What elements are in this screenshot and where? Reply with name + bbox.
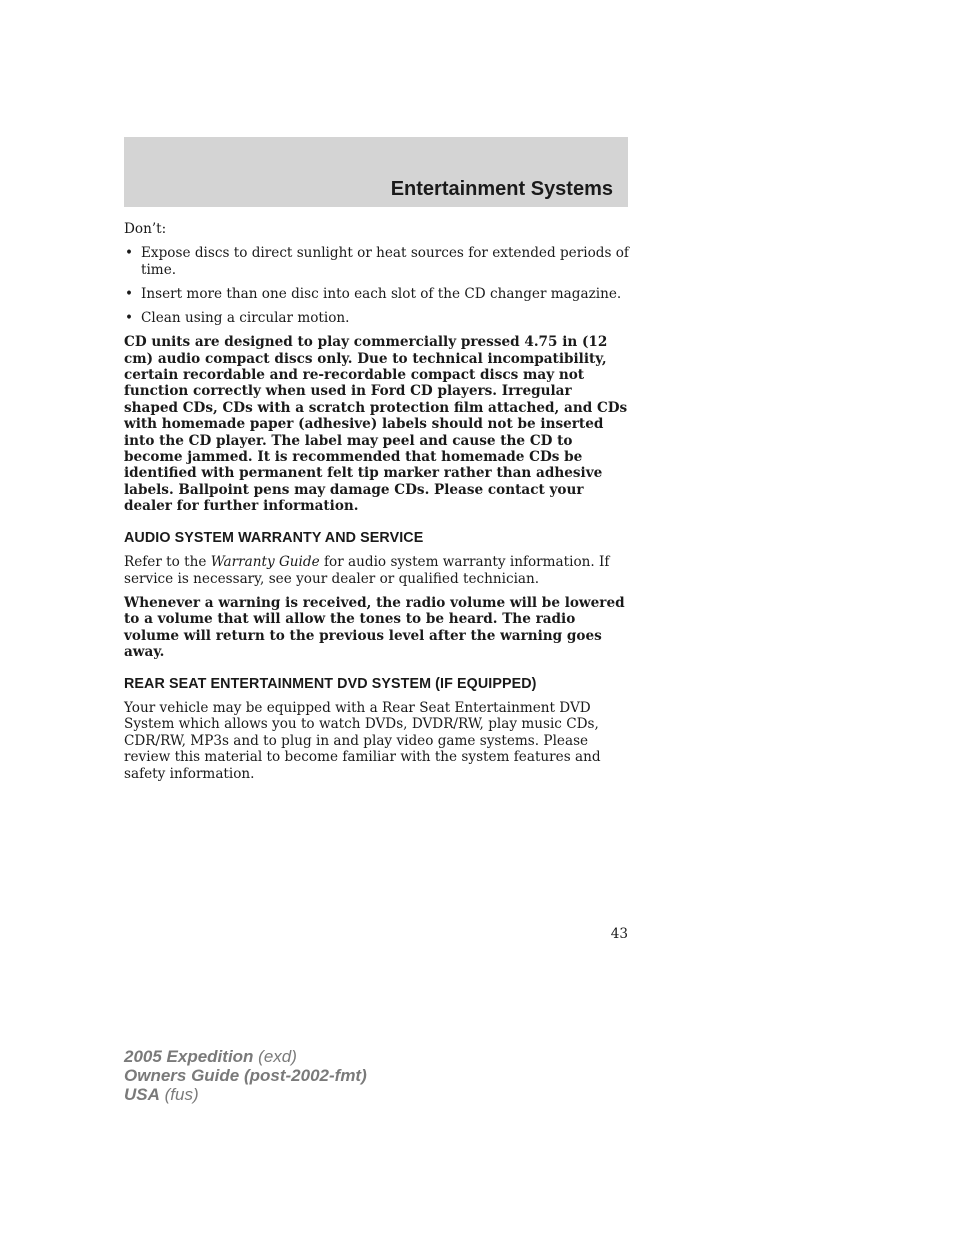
footer-line-2 bbox=[124, 1066, 367, 1085]
list-item bbox=[124, 245, 630, 278]
dont-list bbox=[124, 245, 630, 326]
bullet-icon: • bbox=[125, 285, 134, 302]
rse-paragraph: Your vehicle may be equipped with a Rear Seat Entertainment DVD System which allows you to watch DVDs, DVDR/RW, play music CDs, CDR/RW, MP3s and to plug in and play video game systems. Please review this material to become familiar with the system features and safety information. bbox=[124, 699, 601, 782]
footer-guide: Owners Guide (post-2002-fmt) bbox=[124, 1066, 367, 1085]
page-number: 43 bbox=[610, 926, 628, 942]
warranty-guide-title: Warranty Guide bbox=[210, 554, 320, 571]
footer-line-3 bbox=[124, 1085, 367, 1104]
bullet-icon: • bbox=[125, 245, 134, 262]
section-header-band bbox=[124, 137, 628, 207]
warranty-heading: AUDIO SYSTEM WARRANTY AND SERVICE bbox=[124, 529, 424, 546]
list-item-text: Clean using a circular motion. bbox=[141, 309, 350, 326]
page-content bbox=[124, 221, 630, 790]
section-title: Entertainment Systems bbox=[390, 178, 613, 200]
list-item bbox=[124, 310, 630, 326]
list-item bbox=[124, 286, 630, 302]
warranty-text-after: for audio system warranty information. If service is necessary, see your dealer or qualified technician. bbox=[124, 554, 610, 587]
bullet-icon: • bbox=[125, 309, 134, 326]
footer-market-code: (fus) bbox=[159, 1085, 199, 1104]
rse-heading: REAR SEAT ENTERTAINMENT DVD SYSTEM (IF EQUIPPED) bbox=[124, 675, 537, 692]
cd-warning-paragraph: CD units are designed to play commercially pressed 4.75 in (12 cm) audio compact discs only. Due to technical incompatibility, certain recordable and re-recordable compact discs may not function correctly when used in Ford CD players. Irregular shaped CDs, CDs with a scratch protection film attached, and CDs with homemade paper (adhesive) labels should not be inserted into the CD player. The label may peel and cause the CD to become jammed. It is recommended that homemade CDs be identified with permanent felt tip marker rather than adhesive labels. Ballpoint pens may damage CDs. Please contact your dealer for further information. bbox=[124, 334, 628, 515]
volume-warning-paragraph: Whenever a warning is received, the radio volume will be lowered to a volume that will allow the tones to be heard. The radio volume will return to the previous level after the warning goes away. bbox=[124, 594, 625, 661]
footer-market: USA bbox=[124, 1085, 160, 1104]
document-footer bbox=[124, 1047, 367, 1104]
warranty-paragraph bbox=[124, 554, 630, 587]
footer-line-1 bbox=[124, 1047, 367, 1066]
footer-model-code: (exd) bbox=[253, 1047, 297, 1066]
footer-model: 2005 Expedition bbox=[124, 1047, 254, 1066]
list-item-text: Expose discs to direct sunlight or heat sources for extended periods of time. bbox=[141, 245, 629, 278]
list-item-text: Insert more than one disc into each slot of the CD changer magazine. bbox=[141, 285, 622, 302]
dont-label: Don’t: bbox=[124, 221, 167, 237]
warranty-text-before: Refer to the bbox=[124, 554, 211, 571]
